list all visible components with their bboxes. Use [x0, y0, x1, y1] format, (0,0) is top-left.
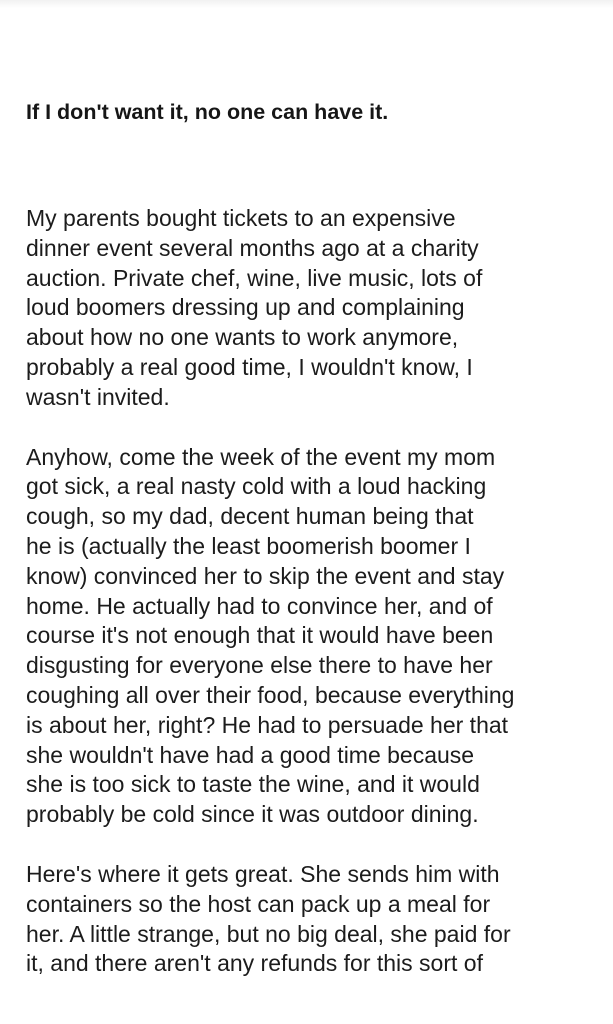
- paragraph-2-line-7: course it's not enough that it would have been: [26, 622, 494, 649]
- paragraph-2-line-9: coughing all over their food, because everything: [26, 681, 515, 708]
- paragraph-1-line-6: probably a real good time, I wouldn't know, I: [26, 353, 473, 380]
- paragraph-2-line-3: cough, so my dad, decent human being that: [26, 503, 474, 530]
- paragraph-1-line-7: wasn't invited.: [26, 383, 170, 410]
- paragraph-3-line-1: Here's where it gets great. She sends him with: [26, 860, 500, 887]
- paragraph-2-line-5: know) convinced her to skip the event and stay: [26, 562, 505, 589]
- top-shadow: [0, 0, 613, 8]
- paragraph-2-line-1: Anyhow, come the week of the event my mom: [26, 443, 496, 470]
- paragraph-1-line-2: dinner event several months ago at a charity: [26, 234, 479, 261]
- paragraph-2-line-4: he is (actually the least boomerish boomer I: [26, 532, 471, 559]
- paragraph-1-line-4: loud boomers dressing up and complaining: [26, 294, 465, 321]
- paragraph-2-line-2: got sick, a real nasty cold with a loud hacking: [26, 473, 487, 500]
- post-body: [26, 204, 601, 1009]
- paragraph-2-line-8: disgusting for everyone else there to have her: [26, 652, 493, 679]
- paragraph-2-line-6: home. He actually had to convince her, and of: [26, 592, 493, 619]
- paragraph-2-line-12: she is too sick to taste the wine, and it would: [26, 771, 480, 798]
- post-paragraph-3: [26, 860, 601, 979]
- paragraph-1-line-1: My parents bought tickets to an expensive: [26, 205, 456, 231]
- post-paragraph-2: [26, 443, 601, 830]
- paragraph-2-line-11: she wouldn't have had a good time because: [26, 741, 475, 768]
- paragraph-3-line-4: it, and there aren't any refunds for this sort of: [26, 950, 483, 977]
- post-paragraph-1: [26, 204, 601, 413]
- paragraph-2-line-10: is about her, right? He had to persuade her that: [26, 711, 509, 738]
- paragraph-3-line-2: containers so the host can pack up a meal for: [26, 890, 491, 917]
- paragraph-1-line-3: auction. Private chef, wine, live music, lots of: [26, 264, 483, 291]
- post-title: If I don't want it, no one can have it.: [26, 100, 389, 124]
- paragraph-2-line-13: probably be cold since it was outdoor dining.: [26, 801, 479, 828]
- paragraph-1-line-5: about how no one wants to work anymore,: [26, 324, 459, 351]
- paragraph-3-line-3: her. A little strange, but no big deal, she paid for: [26, 920, 511, 947]
